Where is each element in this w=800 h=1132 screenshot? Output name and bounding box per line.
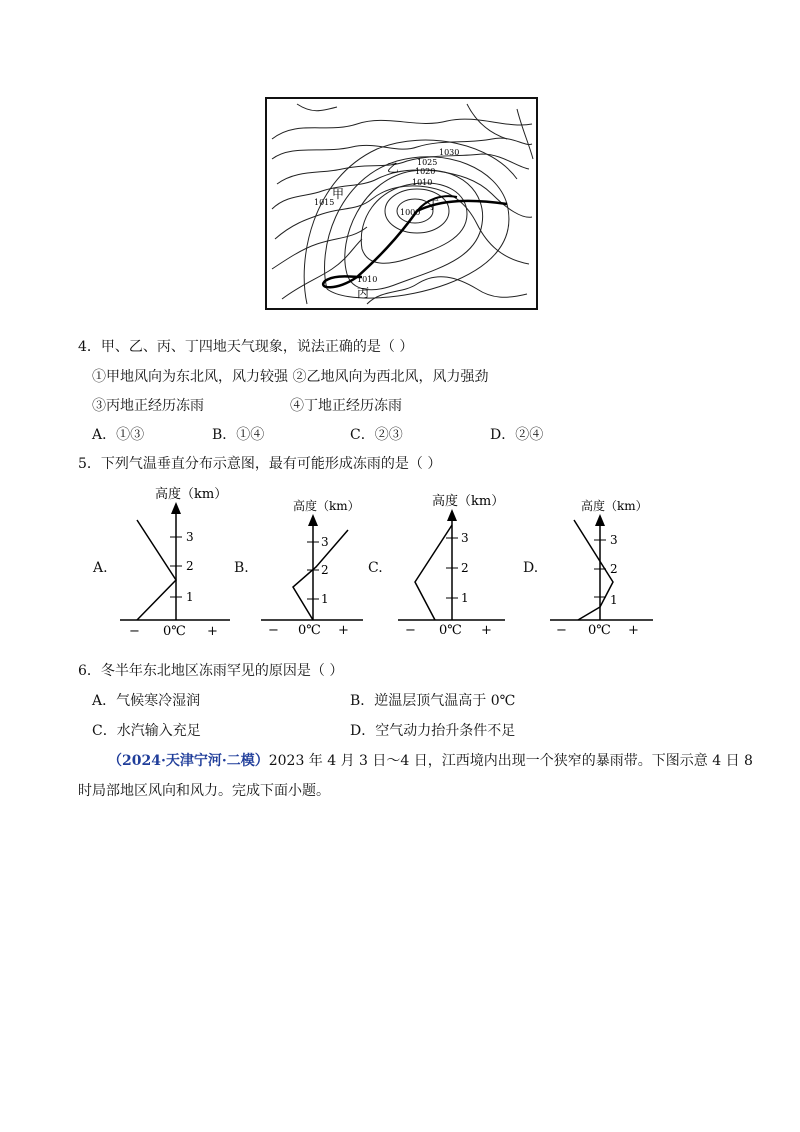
q5-chart-b (258, 492, 368, 640)
chart-d-tick-2: 2 (610, 562, 618, 576)
q6-option-d[interactable]: D．空气动力抬升条件不足 (350, 723, 516, 739)
place-label-yi: 乙 (387, 161, 400, 175)
chart-c-zero: 0℃ (439, 623, 462, 638)
q5-chart-a (115, 480, 235, 640)
chart-a-minus: − (129, 624, 140, 639)
chart-b-plus: + (338, 623, 349, 638)
q5-option-c-label[interactable]: C. (368, 560, 383, 576)
chart-c-minus: − (405, 623, 416, 638)
isobar-label-1000: 1000 (400, 208, 421, 217)
chart-d-tick-3: 3 (610, 533, 618, 547)
chart-d-plus: + (628, 623, 639, 638)
place-label-ding: 丁 (427, 198, 440, 212)
chart-b-axis-title: 高度（km） (293, 499, 360, 513)
chart-b-tick-3: 3 (321, 535, 329, 549)
chart-b-tick-2: 2 (321, 563, 329, 577)
isobar-label-1015: 1015 (314, 198, 335, 207)
isobar-map (265, 97, 538, 310)
q4-option-b[interactable]: B．①④ (212, 427, 265, 443)
chart-a-tick-1: 1 (186, 590, 194, 604)
isobar-label-1020: 1020 (415, 167, 436, 176)
chart-d-tick-1: 1 (610, 593, 618, 607)
place-label-bing: 丙 (357, 286, 370, 300)
intro-source: （2024·天津宁河·二模） (108, 753, 269, 769)
isobar-label-1010-south: 1010 (357, 275, 378, 284)
chart-b-tick-1: 1 (321, 592, 329, 606)
chart-c-tick-3: 3 (461, 531, 469, 545)
chart-a-tick-2: 2 (186, 559, 194, 573)
q4-option-c[interactable]: C．②③ (350, 427, 403, 443)
intro-line-1 (108, 751, 753, 771)
q5-stem: 5．下列气温垂直分布示意图，最有可能形成冻雨的是（ ） (78, 456, 442, 472)
q5-option-b-label[interactable]: B. (234, 560, 249, 576)
chart-c-plus: + (481, 623, 492, 638)
isobar-label-1025: 1025 (417, 158, 438, 167)
q4-statement-3: ③丙地正经历冻雨 (92, 398, 204, 414)
isobar-label-1030: 1030 (439, 148, 460, 157)
q4-statement-1-2: ①甲地风向为东北风，风力较强 ②乙地风向为西北风，风力强劲 (92, 369, 489, 385)
q4-stem: 4．甲、乙、丙、丁四地天气现象，说法正确的是（ ） (78, 339, 414, 355)
chart-d-minus: − (556, 623, 567, 638)
q4-option-a[interactable]: A．①③ (92, 427, 145, 443)
isobar-label-1010: 1010 (412, 178, 433, 187)
q4-option-d[interactable]: D．②④ (490, 427, 544, 443)
chart-a-zero: 0℃ (163, 624, 186, 639)
chart-c-tick-2: 2 (461, 561, 469, 575)
intro-line-2: 时局部地区风向和风力。完成下面小题。 (78, 783, 330, 799)
isobar-map-drawing (267, 99, 536, 308)
q5-chart-c (395, 487, 510, 640)
chart-a-plus: + (207, 624, 218, 639)
chart-c-axis-title: 高度（km） (432, 494, 505, 509)
chart-c-tick-1: 1 (461, 591, 469, 605)
q4-statement-4: ④丁地正经历冻雨 (290, 398, 402, 414)
q6-option-a[interactable]: A．气候寒冷湿润 (92, 693, 201, 709)
place-label-jia: 甲 (332, 187, 345, 201)
q5-option-a-label[interactable]: A. (93, 560, 108, 576)
q6-option-b[interactable]: B．逆温层顶气温高于 0℃ (350, 693, 516, 709)
intro-text-1: 2023 年 4 月 3 日～4 日，江西境内出现一个狭窄的暴雨带。下图示意 4 日 8 (268, 753, 753, 769)
chart-a-axis-title: 高度（km） (155, 487, 228, 502)
q6-option-c[interactable]: C．水汽输入充足 (92, 723, 201, 739)
chart-b-zero: 0℃ (298, 623, 321, 638)
q5-option-d-label[interactable]: D. (523, 560, 539, 576)
chart-d-zero: 0℃ (588, 623, 611, 638)
q6-stem: 6．冬半年东北地区冻雨罕见的原因是（ ） (78, 663, 344, 679)
q5-chart-d (548, 492, 660, 640)
chart-a-tick-3: 3 (186, 530, 194, 544)
chart-b-minus: − (268, 623, 279, 638)
chart-d-axis-title: 高度（km） (581, 499, 648, 513)
